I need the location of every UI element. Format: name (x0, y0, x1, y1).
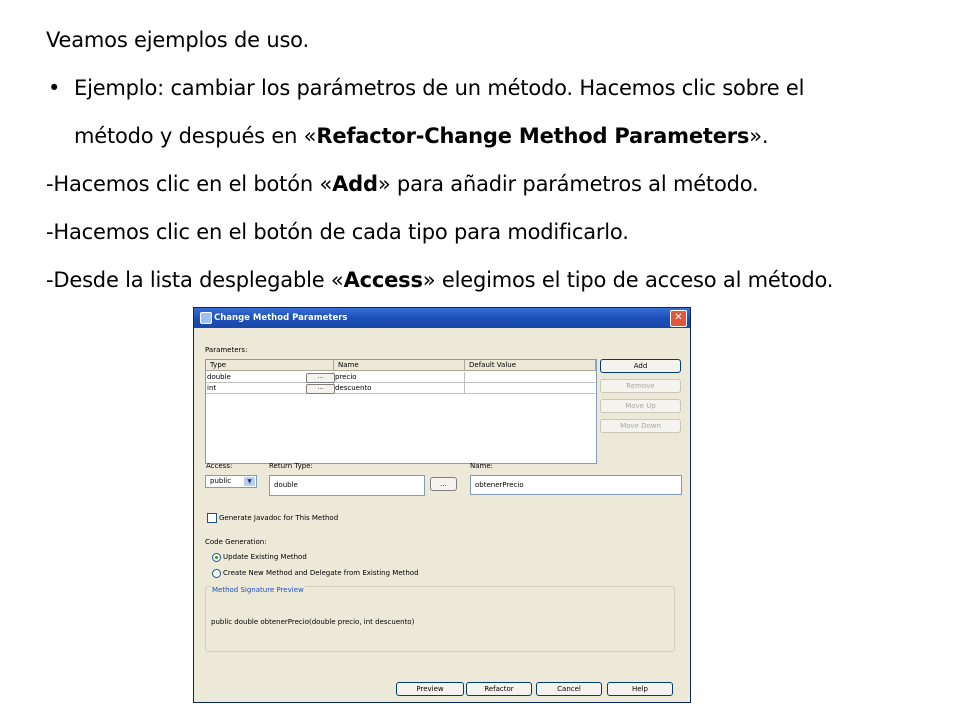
update-existing-radio[interactable] (212, 553, 221, 562)
chevron-down-icon[interactable]: ▼ (244, 477, 255, 486)
line3-bold: Add (332, 172, 378, 196)
column-header-type[interactable]: Type (206, 360, 334, 371)
bullet-line1-text: Ejemplo: cambiar los parámetros de un método. Hacemos clic sobre el (74, 76, 805, 100)
bullet-line2-bold: Refactor-Change Method Parameters (316, 124, 750, 148)
add-button[interactable]: Add (600, 359, 681, 373)
bullet-text-line2 (74, 124, 768, 148)
bullet-line2-pre: método y después en « (74, 124, 317, 148)
create-new-radio[interactable] (212, 569, 221, 578)
access-label: Access: (206, 462, 233, 470)
method-signature-preview (205, 586, 675, 652)
type-ellipsis-button[interactable]: ... (306, 373, 335, 383)
return-type-input[interactable]: double (269, 475, 425, 496)
dialog-title: Change Method Parameters (214, 313, 348, 323)
move-up-button[interactable]: Move Up (600, 399, 681, 413)
help-button[interactable]: Help (607, 682, 673, 696)
line5-pre: -Desde la lista desplegable « (46, 268, 344, 292)
refactor-button[interactable]: Refactor (466, 682, 532, 696)
preview-title: Method Signature Preview (212, 586, 304, 594)
table-row-type[interactable]: int (206, 383, 334, 394)
cancel-button[interactable]: Cancel (536, 682, 602, 696)
access-combo[interactable] (205, 475, 257, 488)
code-generation-label: Code Generation: (205, 538, 267, 546)
line3-pre: -Hacemos clic en el botón « (46, 172, 333, 196)
create-new-label: Create New Method and Delegate from Existing Method (223, 569, 419, 577)
name-label: Name: (470, 462, 494, 470)
dialog-titlebar[interactable] (194, 308, 690, 328)
table-row-default[interactable] (465, 372, 595, 383)
column-header-name[interactable]: Name (334, 360, 465, 371)
parameters-table[interactable] (205, 359, 597, 464)
slide-line-type: -Hacemos clic en el botón de cada tipo para modificarlo. (46, 220, 629, 244)
bullet-text-line1 (48, 76, 805, 100)
slide-line-intro: Veamos ejemplos de uso. (46, 28, 309, 52)
cube-icon (200, 312, 212, 324)
slide-line-access (46, 268, 833, 292)
remove-button[interactable]: Remove (600, 379, 681, 393)
column-header-default[interactable]: Default Value (465, 360, 596, 371)
move-down-button[interactable]: Move Down (600, 419, 681, 433)
preview-signature-text: public double obtenerPrecio(double precio, int descuento) (211, 618, 415, 626)
table-row-default[interactable] (465, 383, 595, 394)
javadoc-label: Generate Javadoc for This Method (219, 514, 339, 522)
line3-post: » para añadir parámetros al método. (377, 172, 759, 196)
javadoc-checkbox[interactable] (207, 513, 217, 523)
close-icon[interactable]: ✕ (670, 310, 687, 327)
access-value: public (210, 477, 232, 485)
slide-line-add (46, 172, 759, 196)
type-ellipsis-button[interactable]: ... (306, 384, 335, 394)
line5-post: » elegimos el tipo de acceso al método. (422, 268, 834, 292)
table-row-type[interactable]: double (206, 372, 334, 383)
method-name-input[interactable]: obtenerPrecio (470, 475, 682, 495)
bullet-icon: • (48, 76, 61, 100)
preview-button[interactable]: Preview (396, 682, 464, 696)
change-method-parameters-dialog (193, 307, 691, 703)
table-row-name[interactable]: precio (334, 372, 465, 383)
line5-bold: Access (343, 268, 423, 292)
parameters-label: Parameters: (205, 346, 248, 354)
update-existing-label: Update Existing Method (223, 553, 307, 561)
table-row-name[interactable]: descuento (334, 383, 465, 394)
return-type-label: Return Type: (269, 462, 313, 470)
return-type-ellipsis-button[interactable]: ... (430, 477, 457, 491)
bullet-line2-post: ». (749, 124, 769, 148)
